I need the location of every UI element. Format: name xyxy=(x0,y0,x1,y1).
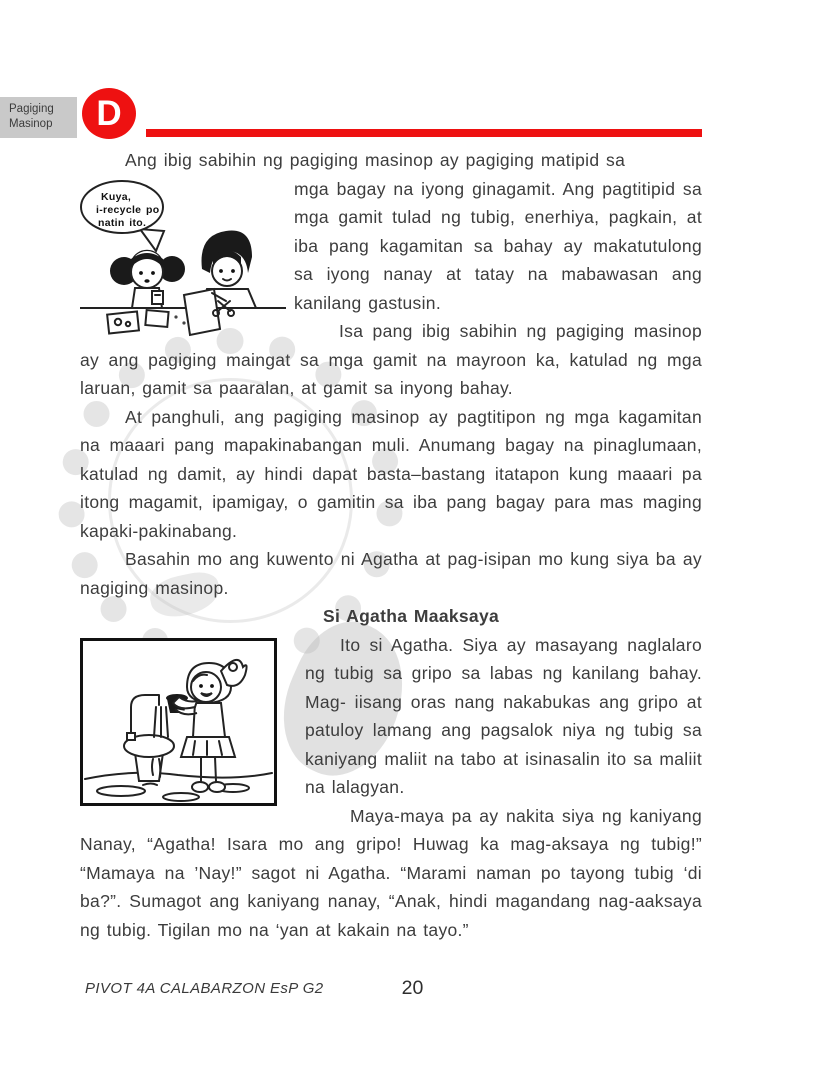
intro-paragraph-1-first-line: Ang ibig sabihin ng pagiging masinop ay pagiging matipid sa xyxy=(125,150,626,170)
speech-bubble-line2: i-recycle po xyxy=(96,203,160,216)
recycling-kids-drawing xyxy=(80,177,286,337)
agatha-faucet-drawing xyxy=(83,641,274,803)
story-title: Si Agatha Maaksaya xyxy=(322,606,500,626)
agatha-faucet-illustration xyxy=(80,638,277,806)
story-paragraph-2: Maya-maya pa ay nakita siya ng kaniyang Nanay, “Agatha! Isara mo ang gripo! Huwag ka mag-aksaya ng tubig!” “Mamaya na ’Nay!” sagot ni Agatha. “Marami naman po tayong tubig ‘di ba?”. Sumagot ang kaniyang nanay, “Anak, hindi magandang nag-aaksaya ng tubig. Tigilan mo na ‘yan at kakain na tayo.” xyxy=(80,805,702,940)
boy-figure xyxy=(184,230,256,334)
speech-bubble-line3: natin ito. xyxy=(98,216,147,229)
page-footer xyxy=(0,977,825,1007)
story-paragraph-1: Ito si Agatha. Siya ay masayang naglalaro ng tubig sa gripo sa labas ng kanilang bahay. Mag- iisang oras nang nakabukas ang gripo at patuloy lamang ang pagsalok niya ng tubig sa kaniyang maliit na tabo at isinasalin ito sa maliit na lalagyan. xyxy=(305,634,702,797)
page-number: 20 xyxy=(401,977,424,999)
recycling-kids-illustration xyxy=(80,177,286,337)
section-letter-badge: D xyxy=(82,88,136,139)
side-tab-line1: Pagiging xyxy=(9,103,54,115)
intro-paragraph-1-rest: mga bagay na iyong ginagamit. Ang pagtitipid sa mga gamit tulad ng tubig, enerhiya, pagkain, at iba pang kagamitan sa bahay ay makatutulong sa iyong nanay at tatay na mabawasan ang kanilang gastusin. xyxy=(294,178,702,313)
footer-source-label: PIVOT 4A CALABARZON EsP G2 xyxy=(85,980,324,997)
ground-puddles xyxy=(85,772,272,800)
header-rule-divider xyxy=(146,129,702,137)
intro-paragraph-2: Isa pang ibig sabihin ng pagiging masinop ay ang pagiging maingat sa mga gamit na mayroon ka, katulad ng mga laruan, gamit sa paaralan, at gamit sa inyong bahay. xyxy=(80,321,702,398)
intro-paragraph-4: Basahin mo ang kuwento ni Agatha at pag-isipan mo kung siya ba ay nagiging masinop. xyxy=(80,549,702,598)
speech-bubble xyxy=(81,181,164,251)
sink-faucet xyxy=(124,695,174,781)
section-side-tab xyxy=(0,97,77,138)
agatha-figure xyxy=(173,659,247,791)
side-tab-line2: Masinop xyxy=(9,118,53,130)
speech-bubble-line1: Kuya, xyxy=(101,190,132,203)
girl-figure xyxy=(110,249,185,307)
intro-paragraph-3: At panghuli, ang pagiging masinop ay pagtitipon ng mga kagamitan na maaari pang mapakinabangan muli. Anumang bagay na pinaglumaan, katulad ng damit, ay hindi dapat basta–bastang itatapon kung maaari pa itong magamit, ipamigay, o gamitin sa iba pang bagay para mas maging kapaki-pakinabang. xyxy=(80,406,702,541)
page-body xyxy=(80,146,702,944)
